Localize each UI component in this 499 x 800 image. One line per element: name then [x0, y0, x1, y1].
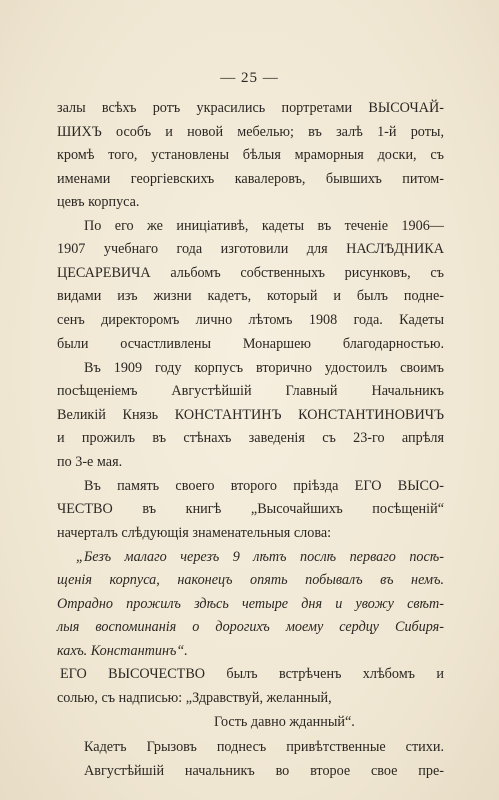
quote-line: щенія корпуса, наконецъ опять побывалъ въ немъ.: [57, 572, 444, 588]
text-line: кромѣ того, установлены бѣлыя мраморныя доски, съ: [57, 147, 444, 163]
quote-line: „Безъ малаго черезъ 9 лѣтъ послѣ перваго посѣ-: [76, 549, 444, 565]
text-line: именами георгіевскихъ кавалеровъ, бывшихъ питом-: [57, 171, 444, 187]
page-number: — 25 —: [220, 70, 279, 86]
text-line: ШИХЪ особъ и новой мебелью; въ залѣ 1-й роты,: [57, 124, 444, 140]
quote-line: лыя воспоминанія о дорогихъ моему сердцу Сибиря-: [57, 619, 444, 635]
text-line: По его же иниціативѣ, кадеты въ теченіе 1906—: [84, 218, 444, 234]
text-line: начерталъ слѣдующія знаменательныя слова:: [57, 525, 332, 541]
text-line: ЦЕСАРЕВИЧА альбомъ собственныхъ рисунковъ, съ: [57, 265, 444, 281]
quote-line: Отрадно прожилъ здѣсь четыре дня и увожу свѣт-: [57, 596, 444, 612]
text-line: по 3-е мая.: [57, 454, 123, 470]
text-line: видами изъ жизни кадетъ, который и былъ подне-: [57, 288, 444, 304]
text-line: посѣщеніемъ Августѣйшій Главный Начальникъ: [57, 383, 444, 399]
text-line: залы всѣхъ ротъ украсились портретами ВЫСОЧАЙ-: [57, 100, 444, 116]
text-line: Кадетъ Грызовъ поднесъ привѣтственные стихи.: [84, 739, 444, 755]
text-line: Гость давно жданный“.: [214, 714, 355, 730]
text-line: и прожилъ въ стѣнахъ заведенія съ 23-го апрѣля: [57, 430, 444, 446]
quote-line: кахъ. Константинъ“.: [57, 643, 188, 659]
text-line: ЕГО ВЫСОЧЕСТВО былъ встрѣченъ хлѣбомъ и: [60, 666, 444, 682]
text-line: цевъ корпуса.: [57, 194, 140, 210]
text-line: 1907 учебнаго года изготовили для НАСЛѢДНИКА: [57, 241, 444, 257]
text-line: ЧЕСТВО въ книгѣ „Высочайшихъ посѣщеній“: [57, 501, 444, 517]
text-line: Августѣйшій начальникъ во второе свое пре-: [84, 763, 444, 779]
text-line: сенъ директоромъ лично лѣтомъ 1908 года. Кадеты: [57, 312, 444, 328]
text-line: Въ 1909 году корпусъ вторично удостоилъ своимъ: [84, 360, 444, 376]
text-line: были осчастливлены Монаршею благодарностью.: [57, 336, 444, 352]
text-line: Великій Князь КОНСТАНТИНЪ КОНСТАНТИНОВИЧЪ: [57, 407, 444, 423]
text-line: Въ память своего второго пріѣзда ЕГО ВЫСО-: [84, 478, 444, 494]
text-line: солью, съ надписью: „Здравствуй, желанный,: [57, 690, 332, 706]
